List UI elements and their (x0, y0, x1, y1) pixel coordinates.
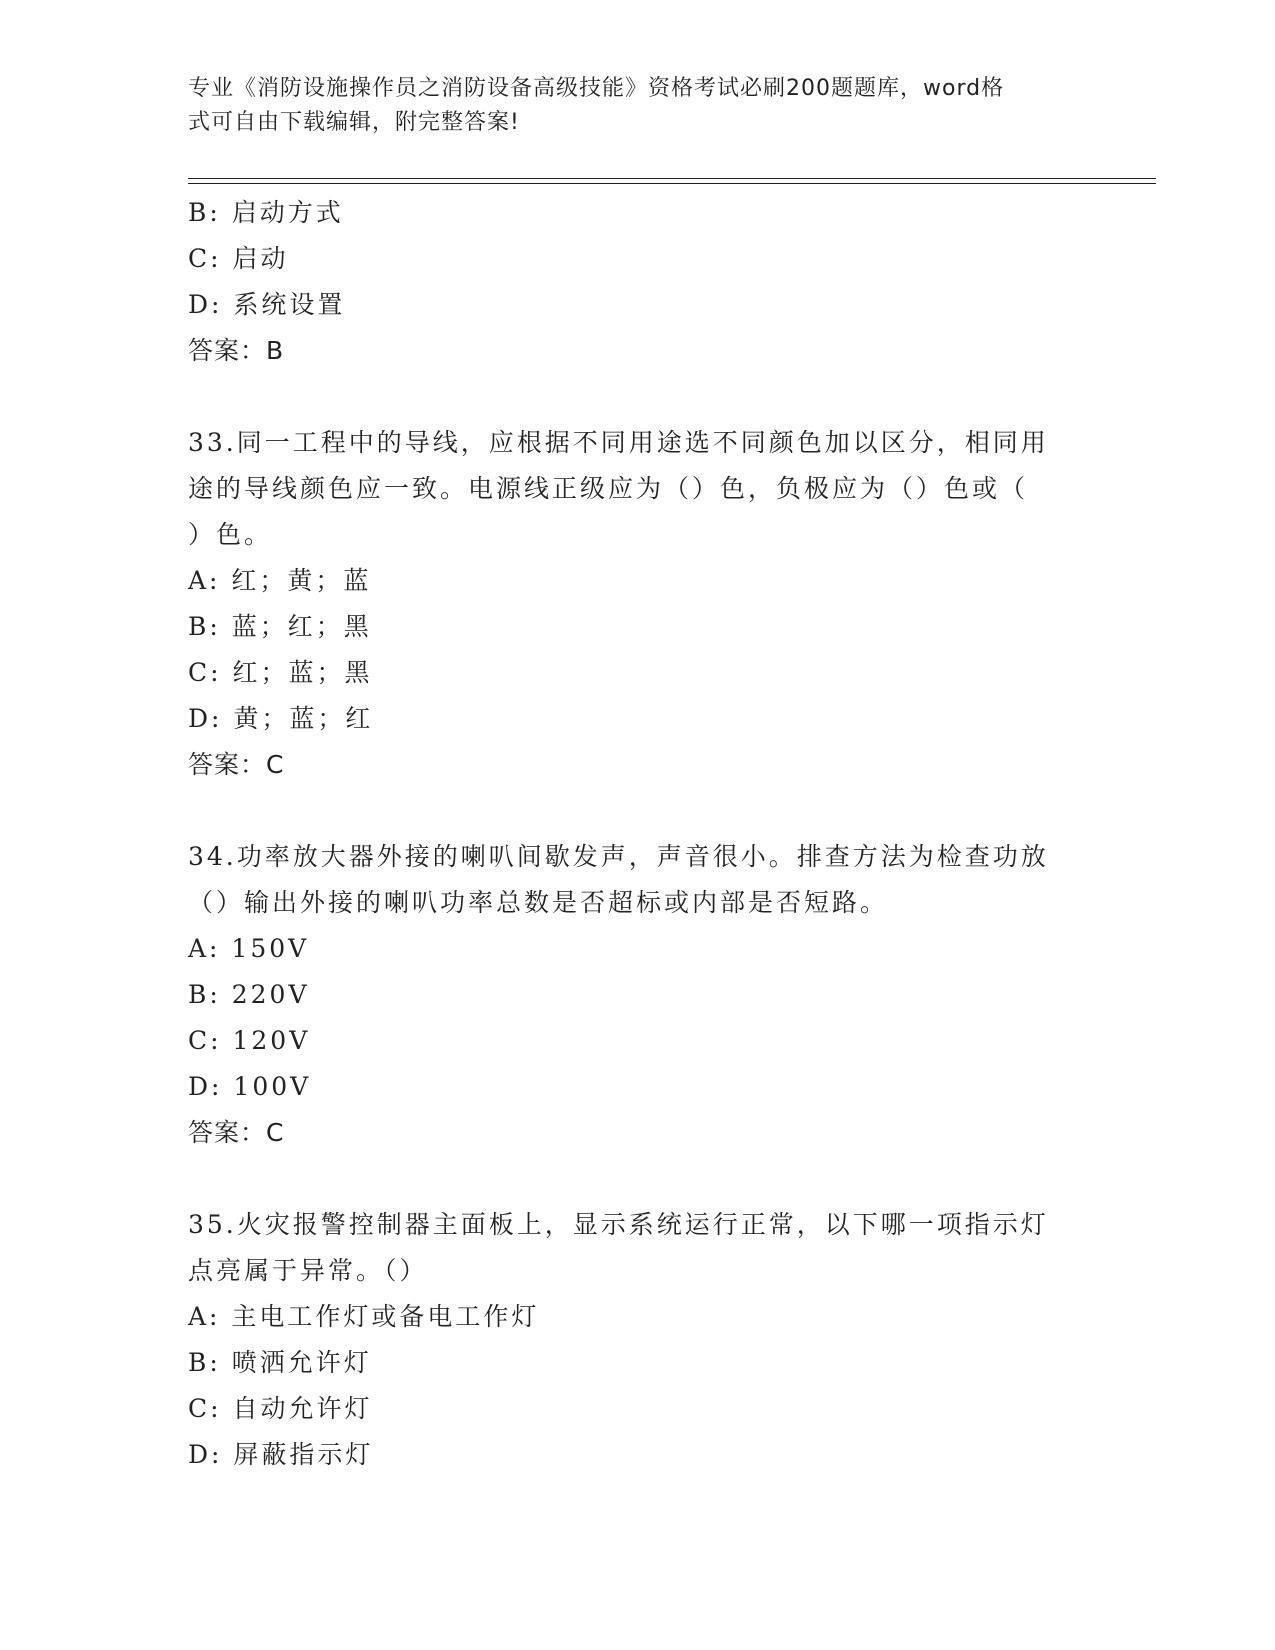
option-a: A: 红；黄；蓝 (188, 566, 372, 595)
option-d: D: 黄；蓝；红 (188, 704, 374, 733)
option-b: B: 启动方式 (188, 198, 344, 227)
answer: 答案：C (188, 750, 285, 779)
answer: 答案：C (188, 1118, 285, 1147)
question-33 (188, 420, 1088, 788)
spacer (188, 1156, 1088, 1202)
header-divider-bottom (188, 183, 1156, 184)
option-d: D: 100V (188, 1072, 312, 1101)
question-text-line-2: 途的导线颜色应一致。电源线正级应为（）色，负极应为（）色或（ (188, 474, 1029, 503)
option-d: D: 屏蔽指示灯 (188, 1440, 374, 1469)
option-c: C: 启动 (188, 244, 289, 273)
page-header (188, 72, 1068, 140)
document-body (188, 190, 1088, 1478)
option-b: B: 喷洒允许灯 (188, 1348, 372, 1377)
question-text-line-1: 35.火灾报警控制器主面板上，显示系统运行正常，以下哪一项指示灯 (188, 1210, 1049, 1239)
answer: 答案：B (188, 336, 285, 365)
spacer (188, 374, 1088, 420)
option-c: C: 自动允许灯 (188, 1394, 373, 1423)
option-a: A: 主电工作灯或备电工作灯 (188, 1302, 540, 1331)
question-text-line-2: （）输出外接的喇叭功率总数是否超标或内部是否短路。 (188, 888, 889, 917)
option-c: C: 120V (188, 1026, 311, 1055)
header-line-1: 专业《消防设施操作员之消防设备高级技能》资格考试必刷200题题库，word格 (188, 76, 1005, 101)
question-34 (188, 834, 1088, 1156)
question-32-tail (188, 190, 1088, 374)
question-35 (188, 1202, 1088, 1478)
question-text-line-1: 33.同一工程中的导线，应根据不同用途选不同颜色加以区分，相同用 (188, 428, 1049, 457)
option-c: C: 红；蓝；黑 (188, 658, 373, 687)
question-text-line-3: ）色。 (188, 520, 273, 549)
question-text-line-2: 点亮属于异常。（） (188, 1256, 428, 1285)
option-b: B: 蓝；红；黑 (188, 612, 372, 641)
question-text-line-1: 34.功率放大器外接的喇叭间歇发声，声音很小。排查方法为检查功放 (188, 842, 1049, 871)
spacer (188, 788, 1088, 834)
option-b: B: 220V (188, 980, 310, 1009)
header-line-2: 式可自由下载编辑，附完整答案! (188, 110, 520, 135)
option-d: D: 系统设置 (188, 290, 346, 319)
header-divider-top (188, 178, 1156, 179)
option-a: A: 150V (188, 934, 310, 963)
